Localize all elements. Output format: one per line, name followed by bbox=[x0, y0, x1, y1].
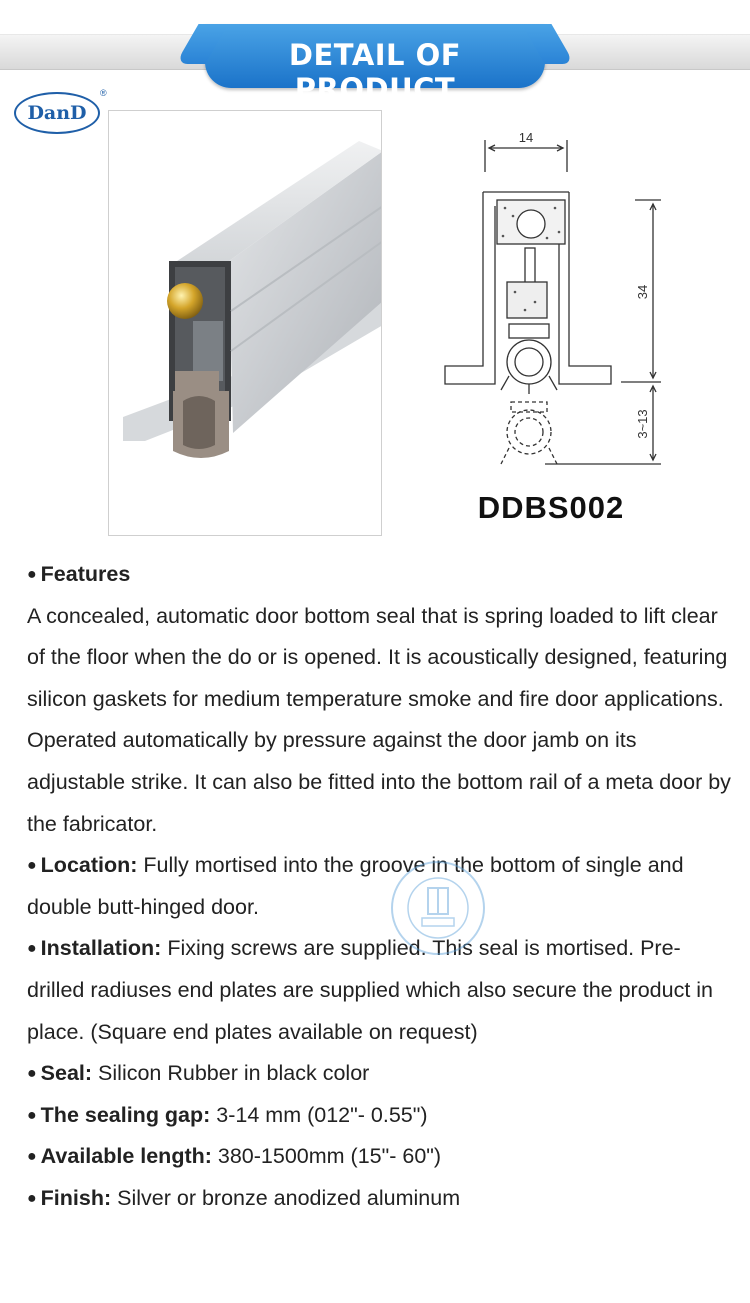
bullet-icon: ● bbox=[27, 940, 37, 958]
bullet-icon: ● bbox=[27, 566, 37, 583]
description bbox=[27, 554, 732, 1220]
brand-logo bbox=[14, 92, 100, 134]
bullet-icon: ● bbox=[27, 857, 37, 875]
spec-available-length: ● Available length: 380-1500mm (15"- 60") bbox=[27, 1144, 442, 1169]
spec-sealing-gap: ● The sealing gap: 3-14 mm (012"- 0.55") bbox=[27, 1102, 428, 1127]
bullet-icon: ● bbox=[27, 1106, 37, 1124]
bullet-icon: ● bbox=[27, 1148, 37, 1166]
bullet-icon: ● bbox=[27, 1189, 37, 1207]
model-code: DDBS002 bbox=[477, 490, 625, 525]
spec-seal: ● Seal: Silicon Rubber in black color bbox=[27, 1061, 370, 1086]
spec-location: ● Location: Fully mortised into the groove in the bottom of single and double butt-hinged door. bbox=[27, 853, 684, 919]
dim-height-label: 34 bbox=[635, 284, 650, 300]
features-heading: ● Features bbox=[27, 562, 131, 586]
spec-installation: ● Installation: Fixing screws are supplied. This seal is mortised. Pre-drilled radiuses end plates are supplied which also secure the product in place. (Square end plates available on request) bbox=[27, 936, 714, 1044]
features-paragraph: A concealed, automatic door bottom seal that is spring loaded to lift clear of the floor when the do or is opened. It is acoustically designed, featuring silicon gaskets for medium temperature smoke and fire door applications. Operated automatically by pressure against the door jamb on its adjustable strike. It can also be fitted into the bottom rail of a meta door by the fabricator. bbox=[27, 603, 731, 836]
page-title: DETAIL OF PRODUCT bbox=[288, 38, 462, 106]
product-photo bbox=[108, 110, 382, 536]
logo-text: DanD bbox=[27, 102, 87, 124]
registered-mark: ® bbox=[100, 88, 107, 98]
bullet-icon: ● bbox=[27, 1065, 37, 1083]
dim-width-label: 14 bbox=[518, 130, 534, 145]
cross-section-drawing bbox=[435, 122, 670, 472]
dim-gap-label: 3~13 bbox=[635, 409, 650, 439]
product-illustration bbox=[109, 111, 382, 536]
spec-finish: ● Finish: Silver or bronze anodized aluminum bbox=[27, 1185, 461, 1210]
